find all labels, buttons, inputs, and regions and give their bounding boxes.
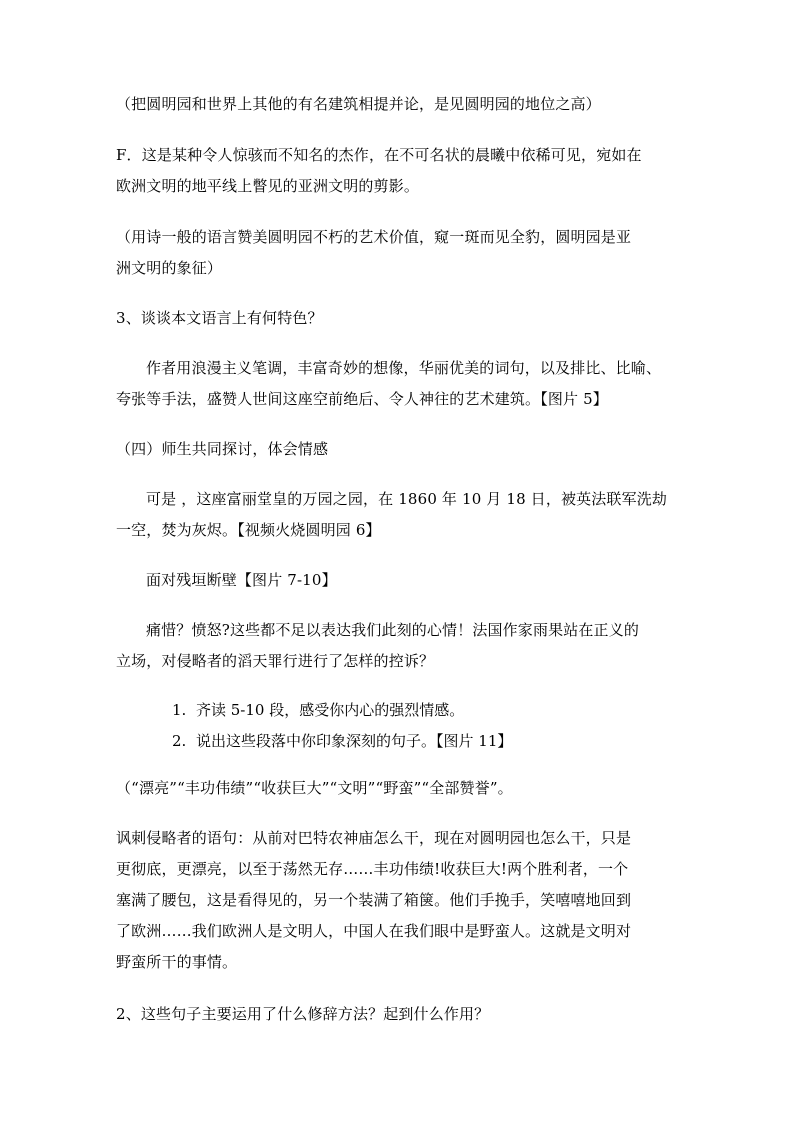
text-line: （“漂亮”“丰功伟绩”“收获巨大”“文明”“野蛮”“全部赞誉”。 — [116, 779, 513, 797]
paragraph-quote-f — [116, 140, 686, 202]
text-line: 欧洲文明的地平线上瞥见的亚洲文明的剪影。 — [116, 177, 420, 195]
list-number: 2. — [172, 732, 187, 750]
paragraph-history — [116, 484, 686, 546]
text-line: 野蛮所干的事情。 — [116, 953, 238, 971]
paragraph-ruins — [116, 565, 686, 596]
text-line: F．这是某种令人惊骇而不知名的杰作，在不可名状的晨曦中依稀可见，宛如在 — [116, 146, 642, 164]
paragraph-comparison-note — [116, 89, 686, 120]
text-line: （把圆明园和世界上其他的有名建筑相提并论，是见圆明园的地位之高） — [116, 95, 601, 113]
section-4-heading — [116, 434, 686, 465]
question-2-heading — [116, 999, 686, 1030]
text-line: 讽刺侵略者的语句：从前对巴特农神庙怎么干，现在对圆明园也怎么干，只是 — [116, 829, 632, 847]
text-line: 夸张等手法，盛赞人世间这座空前绝后、令人神往的艺术建筑。【图片 5】 — [116, 390, 608, 408]
list-item — [172, 729, 512, 754]
text-line: （用诗一般的语言赞美圆明园不朽的艺术价值，窥一斑而见全豹，圆明园是亚 — [116, 228, 632, 246]
text-line: （四）师生共同探讨，体会情感 — [116, 440, 329, 458]
question-3-heading — [116, 303, 686, 334]
list-number: 1. — [172, 701, 187, 719]
paragraph-keywords — [116, 773, 686, 804]
text-line: 面对残垣断壁【图片 7-10】 — [146, 571, 337, 589]
text-line: 2、这些句子主要运用了什么修辞方法？起到什么作用？ — [116, 1005, 490, 1023]
paragraph-satire — [116, 823, 686, 978]
text-line: 一空，焚为灰烬。【视频火烧圆明园 6】 — [116, 521, 381, 539]
text-line: 塞满了腰包，这是看得见的，另一个装满了箱箧。他们手挽手，笑嘻嘻地回到 — [116, 891, 632, 909]
text-line: 作者用浪漫主义笔调，丰富奇妙的想像，华丽优美的词句，以及排比、比喻、 — [146, 359, 662, 377]
paragraph-poetic-note — [116, 222, 686, 284]
text-line: 痛惜？愤怒?这些都不足以表达我们此刻的心情！法国作家雨果站在正义的 — [146, 621, 639, 639]
list-text: 齐读 5-10 段，感受你内心的强烈情感。 — [196, 701, 465, 719]
list-text: 说出这些段落中你印象深刻的句子。【图片 11】 — [196, 732, 513, 750]
text-line: 可是 ，这座富丽堂皇的万园之园，在 1860 年 10 月 18 日，被英法联军洗劫 — [146, 490, 668, 508]
list-item — [172, 698, 464, 723]
text-line: 洲文明的象征） — [116, 259, 223, 277]
text-line: 立场，对侵略者的滔天罪行进行了怎样的控诉？ — [116, 652, 435, 670]
paragraph-hugo-question — [116, 615, 686, 677]
text-line: 了欧洲……我们欧洲人是文明人，中国人在我们眼中是野蛮人。这就是文明对 — [116, 922, 632, 940]
text-line: 更彻底，更漂亮，以至于荡然无存……丰功伟绩!收获巨大!两个胜利者，一个 — [116, 860, 629, 878]
paragraph-language-features — [116, 353, 686, 415]
text-line: 3、谈谈本文语言上有何特色？ — [116, 309, 323, 327]
